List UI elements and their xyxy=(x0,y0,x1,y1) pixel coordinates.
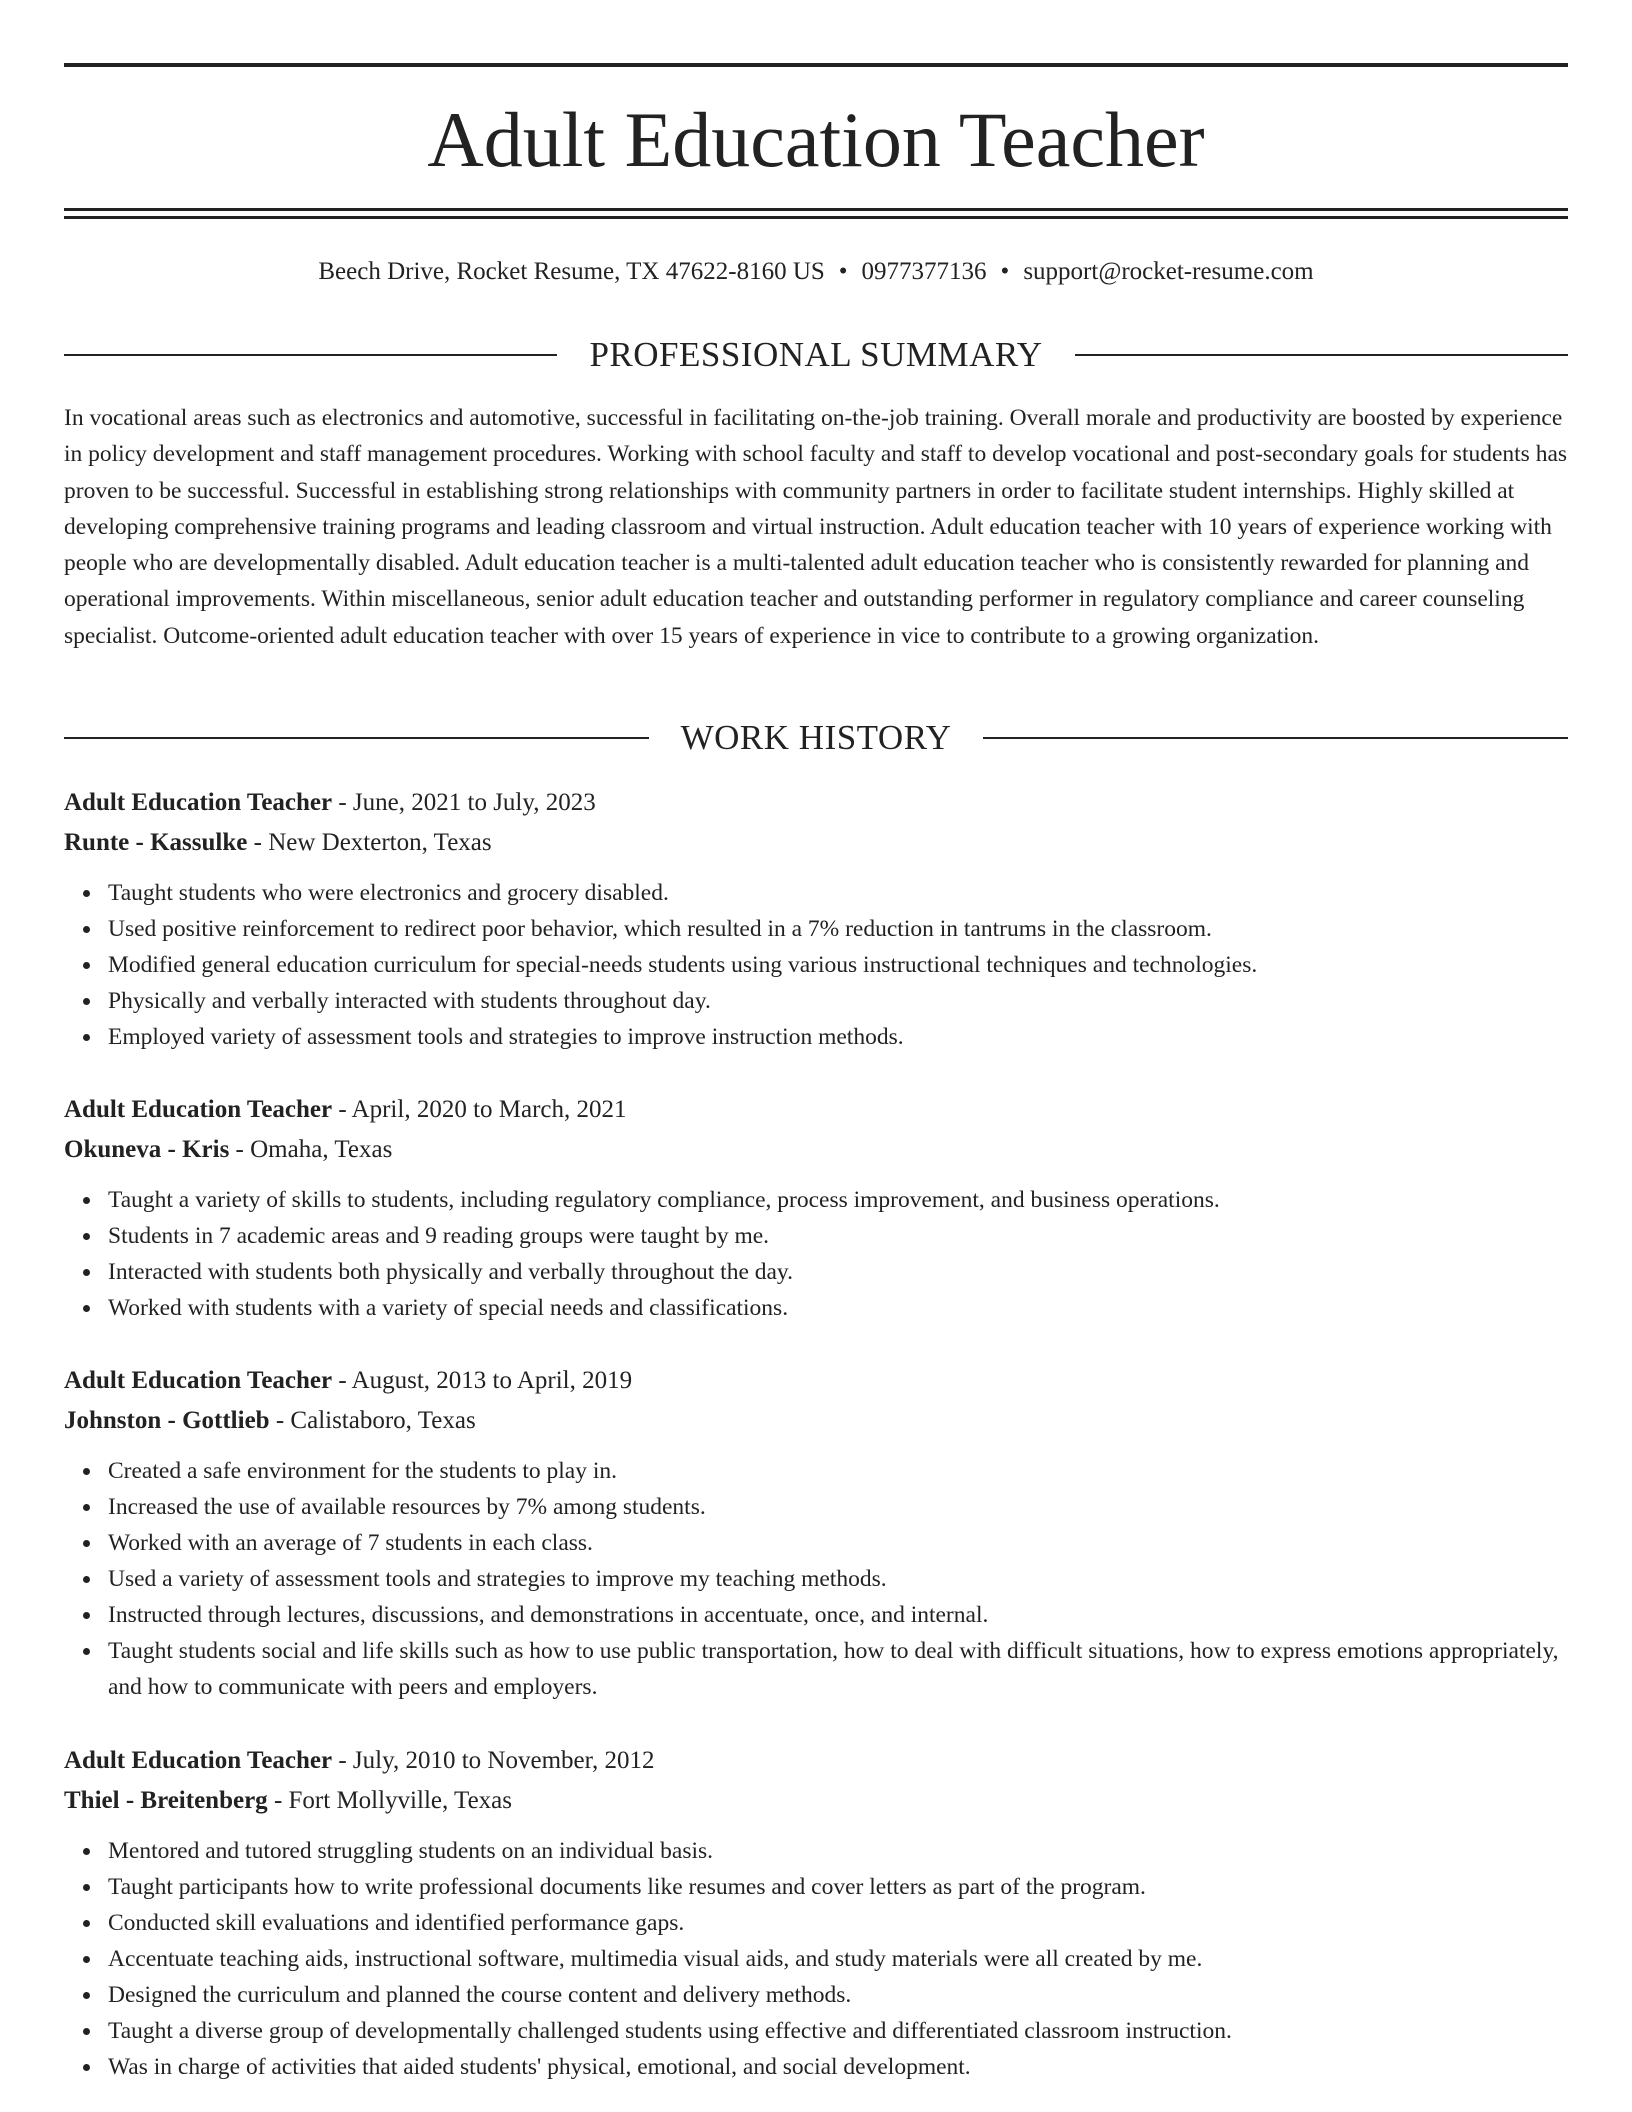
summary-text: In vocational areas such as electronics and automotive, successful in facilitating on-the-job training. Overall morale and productivity are boosted by experience in policy development and staff management procedures. Working with school faculty and staff to develop vocational and post-secondary goals for students has proven to be successful. Successful in establishing strong relationships with community partners in order to facilitate student internships. Highly skilled at developing comprehensive training programs and leading classroom and virtual instruction. Adult education teacher with 10 years of experience working with people who are developmentally disabled. Adult education teacher is a multi-talented adult education teacher who is consistently rewarded for planning and operational improvements. Within miscellaneous, senior adult education teacher and outstanding performer in regulatory compliance and career counseling specialist. Outcome-oriented adult education teacher with over 15 years of experience in vice to contribute to a growing organization. xyxy=(64,405,1568,649)
contact-line xyxy=(64,255,1568,289)
contact-email: support@rocket-resume.com xyxy=(1023,258,1314,285)
job-bullet: Taught participants how to write professional documents like resumes and cover letters as part of the program. xyxy=(108,1869,1568,1905)
job-company: Thiel - Breitenberg xyxy=(64,1787,268,1814)
job-bullet: Used a variety of assessment tools and strategies to improve my teaching methods. xyxy=(108,1561,1568,1597)
job-title-line xyxy=(64,1741,1568,1781)
job-bullet-list xyxy=(64,875,1568,1055)
section-heading-label: WORK HISTORY xyxy=(680,718,952,757)
job-bullet: Worked with students with a variety of special needs and classifications. xyxy=(108,1290,1568,1326)
job-location: - Fort Mollyville, Texas xyxy=(273,1787,512,1814)
job-title-line xyxy=(64,1361,1568,1401)
job-company-line xyxy=(64,823,1568,863)
job-bullet: Designed the curriculum and planned the course content and delivery methods. xyxy=(108,1977,1568,2013)
job-entry xyxy=(64,1361,1568,1705)
contact-separator: • xyxy=(838,258,848,285)
job-dates: - July, 2010 to November, 2012 xyxy=(338,1747,655,1774)
job-entry xyxy=(64,1741,1568,2085)
job-title: Adult Education Teacher xyxy=(64,789,333,816)
job-bullet: Modified general education curriculum for special-needs students using various instructional techniques and technologies. xyxy=(108,947,1568,983)
heading-rule-right xyxy=(983,737,1568,739)
top-divider xyxy=(64,63,1568,67)
job-bullet: Mentored and tutored struggling students on an individual basis. xyxy=(108,1833,1568,1869)
job-entry xyxy=(64,1090,1568,1326)
job-location: - New Dexterton, Texas xyxy=(253,829,492,856)
heading-rule-right xyxy=(1075,354,1568,356)
resume-title: Adult Education Teacher xyxy=(427,96,1205,183)
job-bullet: Employed variety of assessment tools and strategies to improve instruction methods. xyxy=(108,1019,1568,1055)
job-bullet: Taught students social and life skills such as how to use public transportation, how to deal with difficult situations, how to express emotions appropriately, and how to communicate with peers and employers. xyxy=(108,1633,1568,1705)
job-location: - Calistaboro, Texas xyxy=(275,1407,476,1434)
job-bullet-list xyxy=(64,1182,1568,1326)
job-bullet: Accentuate teaching aids, instructional software, multimedia visual aids, and study materials were all created by me. xyxy=(108,1941,1568,1977)
job-bullet: Students in 7 academic areas and 9 reading groups were taught by me. xyxy=(108,1218,1568,1254)
job-company: Johnston - Gottlieb xyxy=(64,1407,270,1434)
job-bullet: Taught students who were electronics and grocery disabled. xyxy=(108,875,1568,911)
job-bullet: Increased the use of available resources by 7% among students. xyxy=(108,1489,1568,1525)
job-company: Okuneva - Kris xyxy=(64,1136,230,1163)
job-bullet: Used positive reinforcement to redirect poor behavior, which resulted in a 7% reduction in tantrums in the classroom. xyxy=(108,911,1568,947)
contact-phone: 0977377136 xyxy=(861,258,987,285)
contact-address: Beech Drive, Rocket Resume, TX 47622-8160 US xyxy=(318,258,825,285)
job-company: Runte - Kassulke xyxy=(64,829,248,856)
heading-rule-left xyxy=(64,354,557,356)
job-bullet: Was in charge of activities that aided students' physical, emotional, and social development. xyxy=(108,2049,1568,2085)
contact-separator: • xyxy=(1000,258,1010,285)
job-bullet-list xyxy=(64,1453,1568,1705)
job-bullet: Conducted skill evaluations and identified performance gaps. xyxy=(108,1905,1568,1941)
job-bullet: Instructed through lectures, discussions, and demonstrations in accentuate, once, and internal. xyxy=(108,1597,1568,1633)
job-title-line xyxy=(64,783,1568,823)
job-dates: - April, 2020 to March, 2021 xyxy=(338,1096,627,1123)
job-company-line xyxy=(64,1130,1568,1170)
section-heading-label: PROFESSIONAL SUMMARY xyxy=(589,335,1043,374)
section-heading-work-history xyxy=(64,716,1568,760)
job-bullet: Taught a variety of skills to students, including regulatory compliance, process improvement, and business operations. xyxy=(108,1182,1568,1218)
job-location: - Omaha, Texas xyxy=(235,1136,393,1163)
job-bullet: Physically and verbally interacted with students throughout day. xyxy=(108,983,1568,1019)
job-dates: - June, 2021 to July, 2023 xyxy=(338,789,596,816)
job-bullet: Worked with an average of 7 students in each class. xyxy=(108,1525,1568,1561)
job-bullet: Taught a diverse group of developmentally challenged students using effective and differentiated classroom instruction. xyxy=(108,2013,1568,2049)
job-company-line xyxy=(64,1401,1568,1441)
job-entry xyxy=(64,783,1568,1055)
job-company-line xyxy=(64,1781,1568,1821)
job-bullet-list xyxy=(64,1833,1568,2085)
job-bullet: Created a safe environment for the students to play in. xyxy=(108,1453,1568,1489)
job-title: Adult Education Teacher xyxy=(64,1096,333,1123)
section-heading-summary xyxy=(64,333,1568,377)
job-title-line xyxy=(64,1090,1568,1130)
job-title: Adult Education Teacher xyxy=(64,1367,333,1394)
job-title: Adult Education Teacher xyxy=(64,1747,333,1774)
title-double-divider xyxy=(64,208,1568,219)
job-dates: - August, 2013 to April, 2019 xyxy=(338,1367,633,1394)
heading-rule-left xyxy=(64,737,649,739)
job-bullet: Interacted with students both physically and verbally throughout the day. xyxy=(108,1254,1568,1290)
